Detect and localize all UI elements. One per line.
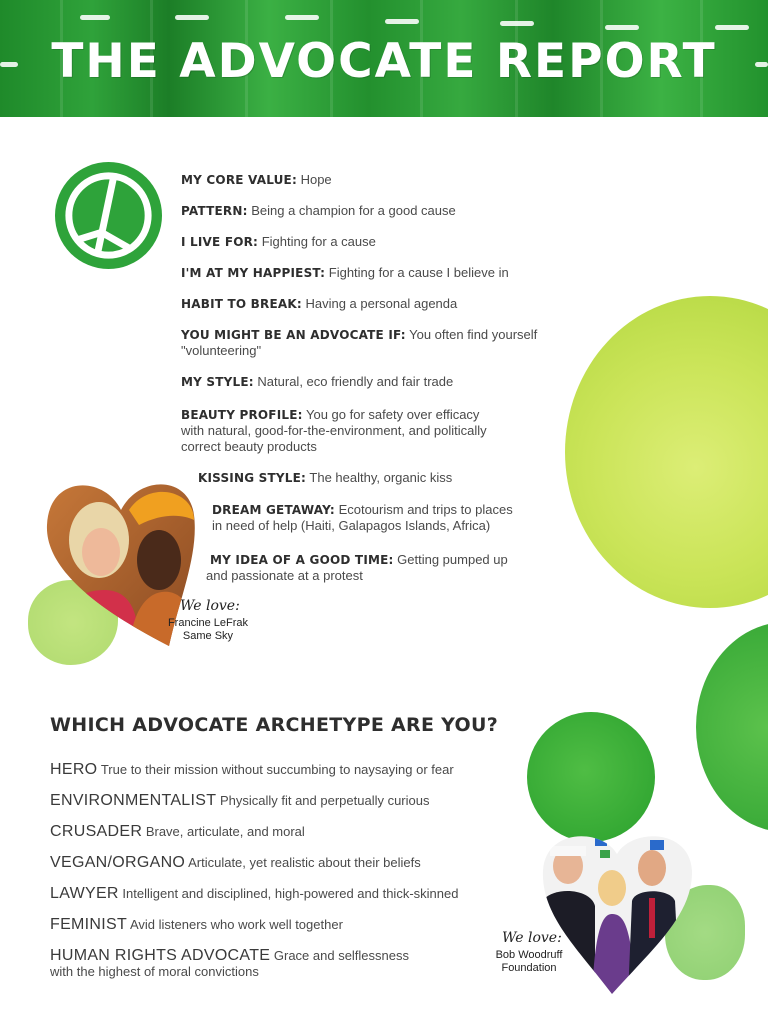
profile-row-habit: HABIT TO BREAK: Having a personal agenda <box>181 296 458 311</box>
profile-row-live-for: I LIVE FOR: Fighting for a cause <box>181 234 376 249</box>
page-title: THE ADVOCATE REPORT <box>51 34 717 89</box>
archetype-feminist: FEMINIST Avid listeners who work well together <box>50 916 343 933</box>
watercolor-blob <box>565 296 768 608</box>
profile-row-core-value: MY CORE VALUE: Hope <box>181 172 332 187</box>
profile-row-pattern: PATTERN: Being a champion for a good cause <box>181 203 456 218</box>
archetype-crusader: CRUSADER Brave, articulate, and moral <box>50 823 305 840</box>
archetype-environmentalist: ENVIRONMENTALIST Physically fit and perpetually curious <box>50 792 430 809</box>
profile-row-style: MY STYLE: Natural, eco friendly and fair trade <box>181 374 454 389</box>
archetype-human-rights: HUMAN RIGHTS ADVOCATE Grace and selflessness with the highest of moral convictions <box>50 947 409 979</box>
watercolor-blob <box>527 712 655 842</box>
we-love-label: We love: <box>502 930 562 946</box>
profile-row-getaway: DREAM GETAWAY: Ecotourism and trips to places in need of help (Haiti, Galapagos Islands, Africa) <box>212 502 513 533</box>
archetype-lawyer: LAWYER Intelligent and disciplined, high-powered and thick-skinned <box>50 885 459 902</box>
profile-row-happiest: I'M AT MY HAPPIEST: Fighting for a cause I believe in <box>181 265 509 280</box>
archetype-vegan-organo: VEGAN/ORGANO Articulate, yet realistic about their beliefs <box>50 854 421 871</box>
we-love-label: We love: <box>180 598 240 614</box>
section-title: WHICH ADVOCATE ARCHETYPE ARE YOU? <box>50 714 499 736</box>
we-love-caption: Bob Woodruff Foundation <box>495 949 563 974</box>
profile-row-good-time: MY IDEA OF A GOOD TIME: Getting pumped up and passionate at a protest <box>206 552 508 583</box>
profile-row-kissing: KISSING STYLE: The healthy, organic kiss <box>198 470 453 485</box>
header-banner <box>0 0 768 117</box>
profile-row-advocate-if: YOU MIGHT BE AN ADVOCATE IF: You often find yourself "volunteering" <box>181 327 538 358</box>
peace-sign-icon <box>54 161 163 270</box>
watercolor-blob <box>696 622 768 832</box>
we-love-caption: Francine LeFrak Same Sky <box>167 617 249 642</box>
profile-row-beauty: BEAUTY PROFILE: You go for safety over efficacy with natural, good-for-the-environment, and politically correct beauty products <box>181 407 487 454</box>
archetype-hero: HERO True to their mission without succumbing to naysaying or fear <box>50 761 454 778</box>
